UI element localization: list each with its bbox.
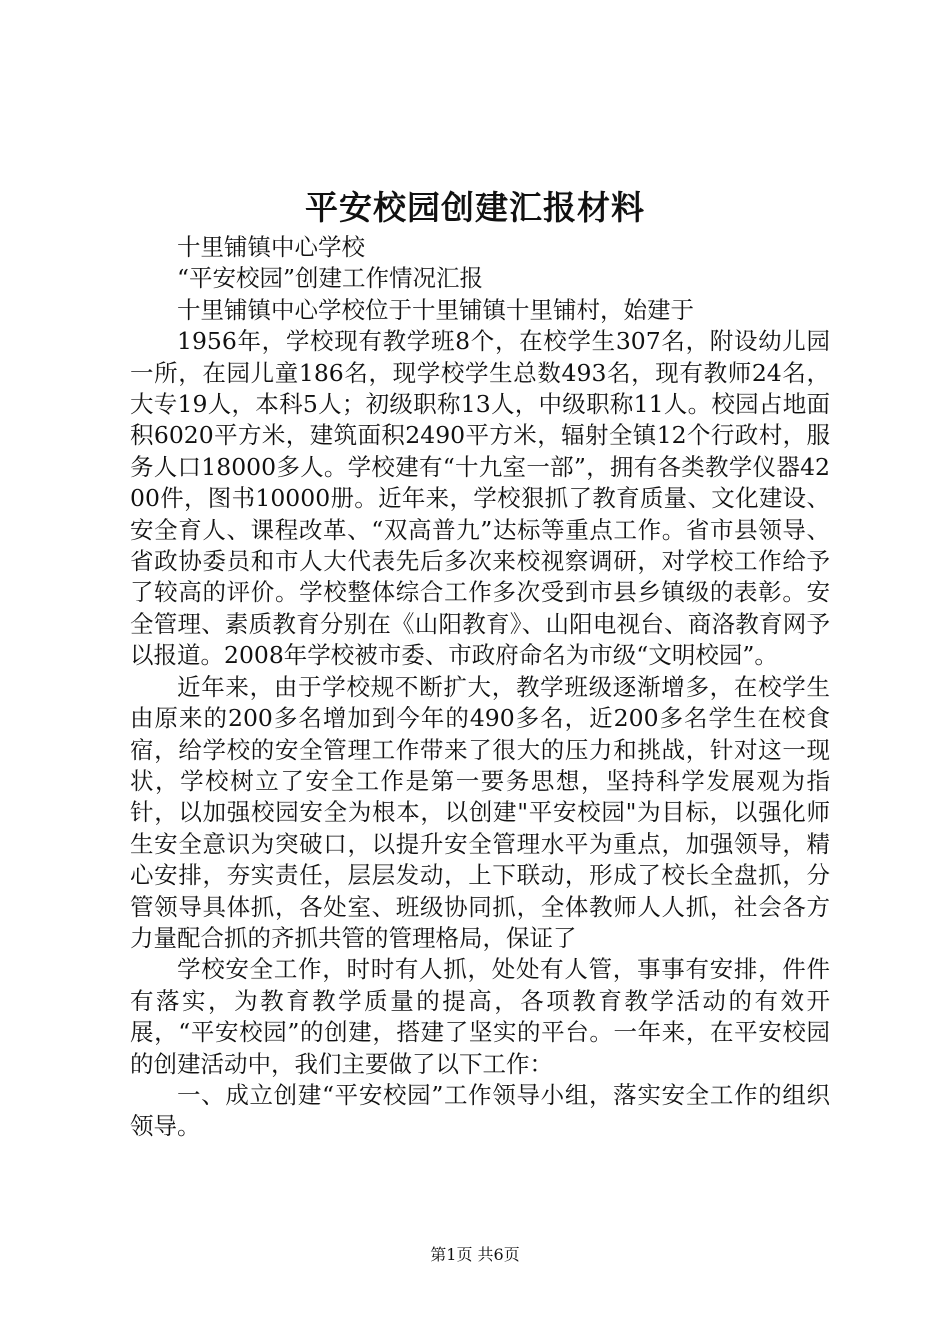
paragraph-section-one: 一、成立创建“平安校园”工作领导小组，落实安全工作的组织领导。 <box>130 1080 830 1141</box>
paragraph-safety-work: 学校安全工作，时时有人抓，处处有人管，事事有安排，件件有落实，为教育教学质量的提高，各项教育教学活动的有效开展，“平安校园”的创建，搭建了坚实的平台。一年来，在平安校园的创建活动中，我们主要做了以下工作： <box>130 955 830 1078</box>
paragraph-report-subtitle: “平安校园”创建工作情况汇报 <box>177 264 484 293</box>
paragraph-intro: 十里铺镇中心学校位于十里铺镇十里铺村，始建于 <box>177 295 694 324</box>
paragraph-school-overview: 1956年，学校现有教学班8个，在校学生307名，附设幼儿园一所，在园儿童186名，现学校学生总数493名，现有教师24名，大专19人，本科5人；初级职称13人，中级职称11人。校园占地面积6020平方米，建筑面积2490平方米，辐射全镇12个行政村，服务人口18000多人。学校建有“十九室一部”，拥有各类教学仪器4200件，图书10000册。近年来，学校狠抓了教育质量、文化建设、安全育人、课程改革、“双高普九”达标等重点工作。省市县领导、省政协委员和市人大代表先后多次来校视察调研，对学校工作给予了较高的评价。学校整体综合工作多次受到市县乡镇级的表彰。安全管理、素质教育分别在《山阳教育》、山阳电视台、商洛教育网予以报道。2008年学校被市委、市政府命名为市级“文明校园”。 <box>130 327 830 670</box>
document-title: 平安校园创建汇报材料 <box>305 188 645 227</box>
paragraph-school-name: 十里铺镇中心学校 <box>177 233 365 261</box>
document-body <box>130 232 830 1143</box>
paragraph-recent-years: 近年来，由于学校规不断扩大，教学班级逐渐增多，在校学生由原来的200多名增加到今年的490多名，近200多名学生在校食宿，给学校的安全管理工作带来了很大的压力和挑战，针对这一现状，学校树立了安全工作是第一要务思想，坚持科学发展观为指针，以加强校园安全为根本，以创建"平安校园"为目标，以强化师生安全意识为突破口，以提升安全管理水平为重点，加强领导，精心安排，夯实责任，层层发动，上下联动，形成了校长全盘抓，分管领导具体抓，各处室、班级协同抓，全体教师人人抓，社会各方力量配合抓的齐抓共管的管理格局，保证了 <box>130 672 830 952</box>
page-number-footer: 第1页 共6页 <box>430 1245 520 1264</box>
